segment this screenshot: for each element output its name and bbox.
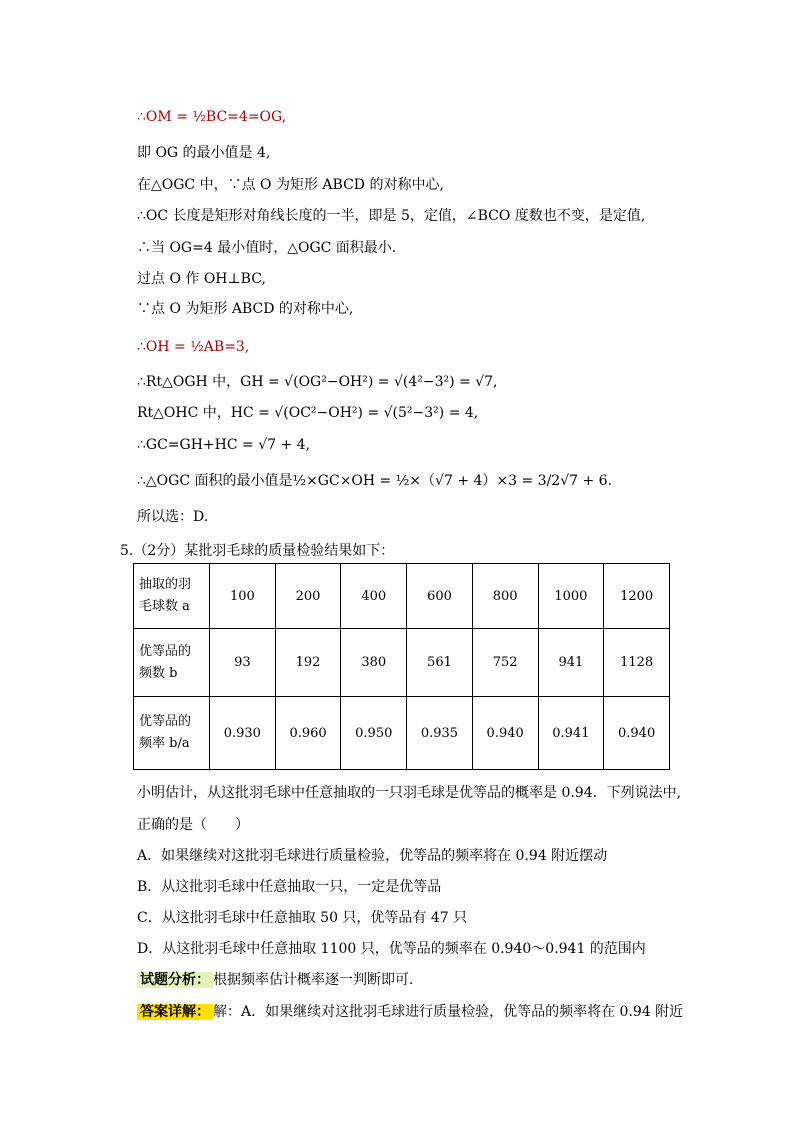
table-cell: 380	[341, 629, 407, 697]
row-label	[134, 564, 210, 629]
solution-line-2: 即 OG 的最小值是 4,	[137, 145, 271, 161]
row-label	[134, 629, 210, 697]
table-cell: 0.930	[210, 697, 276, 770]
solution-line-12: ∴△OGC 面积的最小值是½×GC×OH = ½×（√7 + 4）×3 = 3/2√7 + 6.	[137, 473, 613, 489]
table-row	[134, 629, 670, 697]
row-label	[134, 697, 210, 770]
table-cell: 561	[407, 629, 473, 697]
option-d: D．从这批羽毛球中任意抽取 1100 只，优等品的频率在 0.940～0.941 的范围内	[137, 941, 646, 957]
solution-line-9: ∴Rt△OGH 中，GH = √(OG²−OH²) = √(4²−3²) = √7,	[137, 374, 498, 390]
analysis-line	[137, 969, 423, 989]
row-label-line: 频率 b/a	[139, 736, 190, 751]
analysis-tag: 试题分析：	[137, 972, 213, 988]
table-row	[134, 564, 670, 629]
row-label-line: 优等品的	[139, 643, 192, 659]
solution-line-10: Rt△OHC 中，HC = √(OC²−OH²) = √(5²−3²) = 4,	[137, 405, 479, 421]
table-cell: 192	[275, 629, 341, 697]
table-cell: 100	[210, 564, 276, 629]
answer-text: 解：A．如果继续对这批羽毛球进行质量检验，优等品的频率将在 0.94 附近	[213, 1004, 684, 1020]
table-cell: 0.960	[275, 697, 341, 770]
solution-line-6: 过点 O 作 OH⊥BC,	[137, 271, 266, 287]
solution-line-4: ∴OC 长度是矩形对角线长度的一半，即是 5，定值，∠BCO 度数也不变，是定值,	[137, 208, 646, 224]
option-c: C．从这批羽毛球中任意抽取 50 只，优等品有 47 只	[137, 910, 468, 926]
table-cell: 1000	[538, 564, 604, 629]
option-a: A．如果继续对这批羽毛球进行质量检验，优等品的频率将在 0.94 附近摆动	[137, 848, 608, 864]
question-heading: 5.（2分）某批羽毛球的质量检验结果如下：	[120, 543, 395, 559]
row-label-line: 频数 b	[139, 665, 178, 681]
table-cell: 752	[472, 629, 538, 697]
solution-line-8: ∴OH = ½AB=3,	[137, 339, 250, 355]
table-cell: 93	[210, 629, 276, 697]
analysis-text: 根据频率估计概率逐一判断即可．	[213, 972, 423, 988]
solution-line-13: 所以选：D.	[137, 509, 209, 525]
table-cell: 200	[275, 564, 341, 629]
table-row	[134, 697, 670, 770]
row-label-line: 优等品的	[139, 714, 192, 729]
table-cell: 1200	[604, 564, 670, 629]
row-label-line: 毛球数 a	[139, 599, 190, 614]
option-b: B．从这批羽毛球中任意抽取一只，一定是优等品	[137, 879, 442, 895]
table-cell: 941	[538, 629, 604, 697]
answer-tag: 答案详解：	[137, 1004, 213, 1020]
solution-line-3: 在△OGC 中，∵点 O 为矩形 ABCD 的对称中心,	[137, 177, 444, 193]
solution-line-7: ∵点 O 为矩形 ABCD 的对称中心,	[137, 301, 354, 317]
solution-line-5: ∴当 OG=4 最小值时，△OGC 面积最小．	[137, 240, 406, 256]
table-cell: 600	[407, 564, 473, 629]
table-cell: 0.940	[604, 697, 670, 770]
question-stem-2: 正确的是（ ）	[137, 817, 249, 833]
solution-line-11: ∴GC=GH+HC = √7 + 4,	[137, 437, 311, 453]
table-cell: 0.940	[472, 697, 538, 770]
solution-line-1: ∴OM = ½BC=4=OG,	[137, 109, 287, 125]
table-cell: 0.950	[341, 697, 407, 770]
answer-line	[137, 1001, 683, 1021]
table-cell: 400	[341, 564, 407, 629]
table-cell: 1128	[604, 629, 670, 697]
quality-table	[133, 563, 670, 770]
table-cell: 0.941	[538, 697, 604, 770]
row-label-line: 抽取的羽	[139, 577, 192, 592]
question-stem-1: 小明估计，从这批羽毛球中任意抽取的一只羽毛球是优等品的概率是 0.94．下列说法中,	[137, 785, 682, 801]
table-cell: 800	[472, 564, 538, 629]
table-cell: 0.935	[407, 697, 473, 770]
